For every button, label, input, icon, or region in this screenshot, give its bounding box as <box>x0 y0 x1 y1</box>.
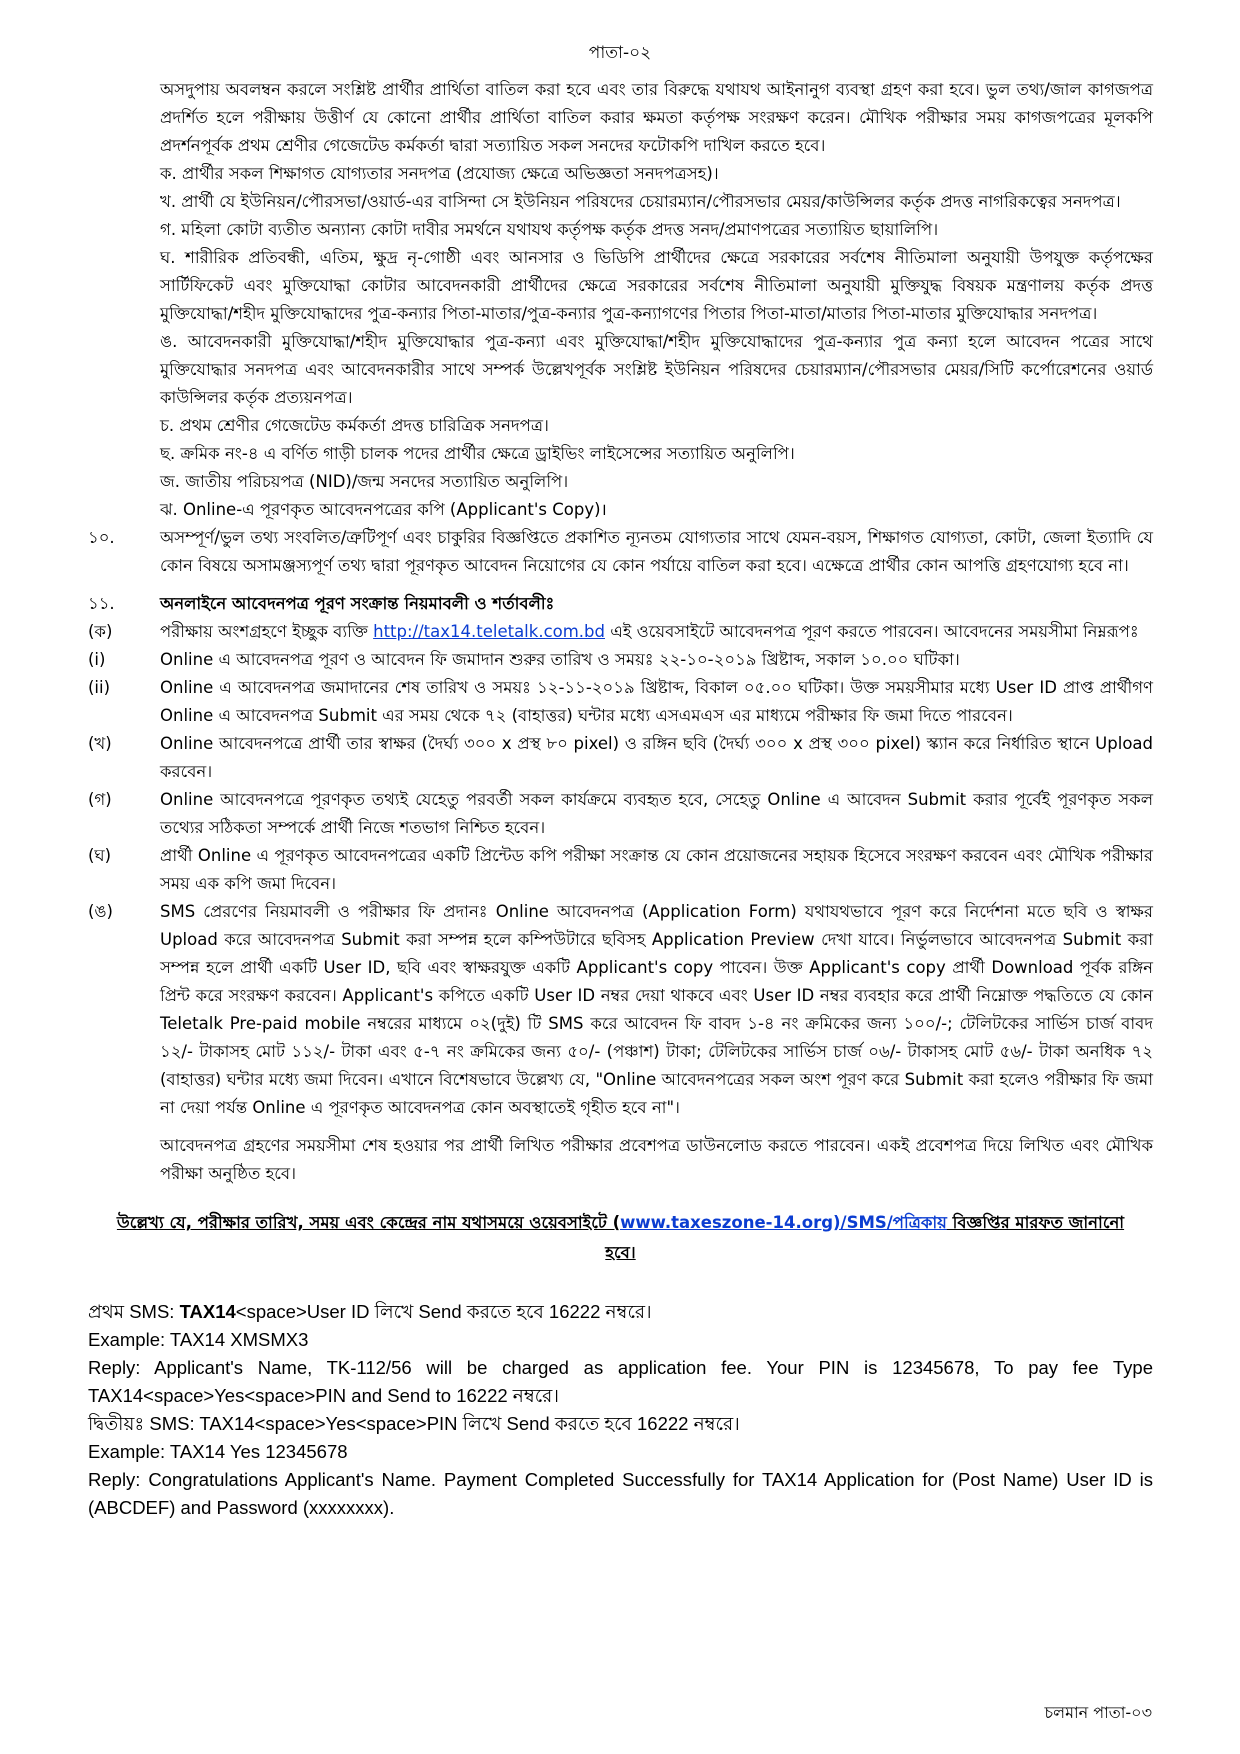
sub-clause-text: SMS প্রেরণের নিয়মাবলী ও পরীক্ষার ফি প্রদানঃ Online আবেদনপত্র (Application Form) যথাযথভাবে পূরণ করে নির্দেশনা মতে ছবি ও স্বাক্ষর Upload করে আবেদনপত্র Submit করা সম্পন্ন হলে কম্পিউটারে ছবিসহ Application Preview দেখা যাবে। নির্ভুলভাবে আবেদনপত্র Submit করা সম্পন্ন হলে প্রার্থী একটি User ID, ছবি এবং স্বাক্ষরযুক্ত একটি Applicant's copy পাবেন। উক্ত Applicant's copy প্রার্থী Download পূর্বক রঙ্গিন প্রিন্ট করে সংরক্ষণ করবেন। Applicant's কপিতে একটি User ID নম্বর দেয়া থাকবে এবং User ID নম্বর ব্যবহার করে প্রার্থী নিম্নোক্ত পদ্ধতিতে যে কোন Teletalk Pre-paid mobile নম্বরের মাধ্যমে ০২(দুই) টি SMS করে আবেদন ফি বাবদ ১-৪ নং ক্রমিকের জন্য ১০০/-; টেলিটকের সার্ভিস চার্জ বাবদ ১২/- টাকাসহ মোট ১১২/- টাকা এবং ৫-৭ নং ক্রমিকের জন্য ৫০/- (পঞ্চাশ) টাকা; টেলিটকের সার্ভিস চার্জ ০৬/- টাকাসহ মোট ৫৬/- টাকা অনধিক ৭২ (বাহাত্তর) ঘন্টার মধ্যে জমা দিবেন। এখানে বিশেষভাবে উল্লেখ্য যে, "Online আবেদনপত্রের সকল অংশ পূরণ করে Submit করা হলেও পরীক্ষার ফি জমা না দেয়া পর্যন্ত Online এ পূরণকৃত আবেদনপত্র কোন অবস্থাতেই গৃহীত হবে না"। <box>160 902 1153 1117</box>
continuation-footer: চলমান পাতা-০৩ <box>1044 1703 1152 1722</box>
sub-clause-ii <box>88 674 1153 730</box>
document-item-jha: ঝ. Online-এ পূরণকৃত আবেদনপত্রের কপি (Applicant's Copy)। <box>160 500 607 519</box>
sub-clause-text: প্রার্থী Online এ পূরণকৃত আবেদনপত্রের একটি প্রিন্টেড কপি পরীক্ষা সংক্রান্ত যে কোন প্রয়োজনের সহায়ক হিসেবে সংরক্ষণ করবেন এবং মৌখিক পরীক্ষার সময় এক কপি জমা দিবেন। <box>160 846 1153 893</box>
sms-second-instruction: দ্বিতীয়ঃ SMS: TAX14<space>Yes<space>PIN লিখে Send করতে হবে 16222 নম্বরে। <box>88 1413 740 1434</box>
sub-clause-text: Online আবেদনপত্রে প্রার্থী তার স্বাক্ষর (দৈর্ঘ্য ৩০০ x প্রস্থ ৮০ pixel) ও রঙ্গিন ছবি (দৈর্ঘ্য ৩০০ x প্রস্থ ৩০০ pixel) স্ক্যান করে নির্ধারিত স্থানে Upload করবেন। <box>160 734 1153 781</box>
document-item-ja: জ. জাতীয় পরিচয়পত্র (NID)/জন্ম সনদের সত্যায়িত অনুলিপি। <box>160 472 569 491</box>
clause-title: অনলাইনে আবেদনপত্র পূরণ সংক্রান্ত নিয়মাবলী ও শর্তাবলীঃ <box>160 594 555 613</box>
document-item-ga: গ. মহিলা কোটা ব্যতীত অন্যান্য কোটা দাবীর সমর্থনে যথাযথ কর্তৃপক্ষ কর্তৃক প্রদত্ত সনদ/প্রমাণপত্রের সত্যায়িত ছায়ালিপি। <box>160 220 939 239</box>
sub-clause-text-pre: পরীক্ষায় অংশগ্রহণে ইচ্ছুক ব্যক্তি <box>160 622 368 641</box>
sub-clause-i <box>88 646 1153 674</box>
notice-website-link[interactable]: www.taxeszone-14.org)/SMS/পত্রিকায় <box>620 1213 947 1232</box>
document-item-gha: ঘ. শারীরিক প্রতিবন্ধী, এতিম, ক্ষুদ্র নৃ-গোষ্ঠী এবং আনসার ও ভিডিপি প্রার্থীদের ক্ষেত্রে সরকারের সর্বশেষ নীতিমালা অনুযায়ী উপযুক্ত কর্তৃপক্ষের সার্টিফিকেট এবং মুক্তিযোদ্ধা কোটার আবেদনকারী প্রার্থীদের ক্ষেত্রে সরকারের সর্বশেষ নীতিমালা অনুযায়ী মুক্তিযুদ্ধ বিষয়ক মন্ত্রণালয় কর্তৃক প্রদত্ত মুক্তিযোদ্ধা/শহীদ মুক্তিযোদ্ধাদের পুত্র-কন্যার পিতা-মাতার/পুত্র-কন্যার পুত্র-কন্যাগণের পিতার পিতা-মাতা/মাতার পিতা-মাতার মুক্তিযোদ্ধার সনদপত্র। <box>160 248 1153 323</box>
document-body <box>88 76 1153 1522</box>
document-item-ka: ক. প্রার্থীর সকল শিক্ষাগত যোগ্যতার সনদপত্র (প্রযোজ্য ক্ষেত্রে অভিজ্ঞতা সনদপত্রসহ)। <box>160 164 719 183</box>
sub-clause-text-post: এই ওয়েবসাইটে আবেদনপত্র পূরণ করতে পারবেন। আবেদনের সময়সীমা নিম্নরূপঃ <box>610 622 1139 641</box>
sub-clause-number: (গ) <box>88 790 112 809</box>
document-item-umo: ঙ. আবেদনকারী মুক্তিযোদ্ধা/শহীদ মুক্তিযোদ্ধার পুত্র-কন্যা এবং মুক্তিযোদ্ধা/শহীদ মুক্তিযোদ্ধাদের পুত্র-কন্যার পুত্র কন্যা হলে আবেদন পত্রের সাথে মুক্তিযোদ্ধার সনদপত্র এবং আবেদনকারীর সাথে সম্পর্ক উল্লেখপূর্বক সংশ্লিষ্ট ইউনিয়ন পরিষদের চেয়ারম্যান/পৌরসভার মেয়র/সিটি কর্পোরেশনের ওয়ার্ড কাউন্সিলর কর্তৃক প্রত্যয়নপত্র। <box>160 332 1153 407</box>
sub-clause-ga <box>88 786 1153 842</box>
sms-instructions <box>88 1298 1153 1522</box>
sub-clause-text: Online এ আবেদনপত্র পূরণ ও আবেদন ফি জমাদান শুরুর তারিখ ও সময়ঃ ২২-১০-২০১৯ খ্রিষ্টাব্দ, সকাল ১০.০০ ঘটিকা। <box>160 650 960 669</box>
sms-example-1: Example: TAX14 XMSMX3 <box>88 1329 309 1350</box>
sms-first-pre: প্রথম SMS: <box>88 1301 180 1322</box>
sub-clause-text <box>160 618 1153 646</box>
document-item-cha: চ. প্রথম শ্রেণীর গেজেটেড কর্মকর্তা প্রদত্ত চারিত্রিক সনদপত্র। <box>160 416 549 435</box>
sms-example-2: Example: TAX14 Yes 12345678 <box>88 1441 348 1462</box>
sms-first-instruction <box>88 1298 1153 1326</box>
clause-11 <box>88 590 1153 618</box>
required-documents-list <box>88 160 1153 524</box>
sub-clause-kha <box>88 730 1153 786</box>
sub-clause-umo <box>88 898 1153 1122</box>
sub-clause-text: Online এ আবেদনপত্র জমাদানের শেষ তারিখ ও সময়ঃ ১২-১১-২০১৯ খ্রিষ্টাব্দ, বিকাল ০৫.০০ ঘটিকা। উক্ত সময়সীমার মধ্যে User ID প্রাপ্ত প্রার্থীগণ Online এ আবেদনপত্র Submit এর সময় থেকে ৭২ (বাহাত্তর) ঘন্টার মধ্যে এসএমএস এর মাধ্যমে পরীক্ষার ফি জমা দিতে পারবেন। <box>160 678 1153 725</box>
clause-number: ১১. <box>88 594 115 613</box>
page-number-header: পাতা-০২ <box>588 43 652 63</box>
clause-text: অসম্পূর্ণ/ভুল তথ্য সংবলিত/ত্রুটিপূর্ণ এবং চাকুরির বিজ্ঞপ্তিতে প্রকাশিত ন্যূনতম যোগ্যতার সাথে যেমন-বয়স, শিক্ষাগত যোগ্যতা, কোটা, জেলা ইত্যাদি যে কোন বিষয়ে অসামঞ্জস্যপূর্ণ তথ্য দ্বারা পূরণকৃত আবেদন নিয়োগের যে কোন পর্যায়ে বাতিল করা হবে। এক্ষেত্রে প্রার্থীর কোন আপত্তি গ্রহণযোগ্য হবে না। <box>160 528 1153 575</box>
sub-clause-number: (ii) <box>88 678 111 697</box>
notice-text-post: বিজ্ঞপ্তির মারফত জানানো হবে। <box>605 1213 1125 1262</box>
sms-first-keyword: TAX14 <box>179 1301 236 1322</box>
sub-clause-gha <box>88 842 1153 898</box>
exam-schedule-notice <box>88 1208 1153 1268</box>
clause-number: ১০. <box>88 528 115 547</box>
sub-clause-number: (ক) <box>88 622 113 641</box>
intro-paragraph: অসদুপায় অবলম্বন করলে সংশ্লিষ্ট প্রার্থীর প্রার্থিতা বাতিল করা হবে এবং তার বিরুদ্ধে যথাযথ আইনানুগ ব্যবস্থা গ্রহণ করা হবে। ভুল তথ্য/জাল কাগজপত্র প্রদর্শিত হলে পরীক্ষায় উত্তীর্ণ যে কোনো প্রার্থীর প্রার্থিতা বাতিল করার ক্ষমতা কর্তৃপক্ষ সংরক্ষণ করেন। মৌখিক পরীক্ষার সময় কাগজপত্রের মূলকপি প্রদর্শনপূর্বক প্রথম শ্রেণীর গেজেটেড কর্মকর্তা দ্বারা সত্যায়িত সকল সনদের ফটোকপি দাখিল করতে হবে। <box>160 80 1153 155</box>
sub-clause-number: (ঙ) <box>88 902 113 921</box>
application-website-link[interactable]: http://tax14.teletalk.com.bd <box>373 622 605 641</box>
sub-clause-ka <box>88 618 1153 646</box>
document-item-chha: ছ. ক্রমিক নং-৪ এ বর্ণিত গাড়ী চালক পদের প্রার্থীর ক্ষেত্রে ড্রাইভিং লাইসেন্সের সত্যায়িত অনুলিপি। <box>160 444 795 463</box>
sms-reply-2: Reply: Congratulations Applicant's Name. Payment Completed Successfully for TAX14 Application for (Post Name) User ID is (ABCDEF) and Password (xxxxxxxx). <box>88 1469 1153 1518</box>
sub-clause-text: Online আবেদনপত্রে পূরণকৃত তথ্যই যেহেতু পরবর্তী সকল কার্যক্রমে ব্যবহৃত হবে, সেহেতু Online এ আবেদন Submit করার পূর্বেই পূরণকৃত সকল তথ্যের সঠিকতা সম্পর্কে প্রার্থী নিজে শতভাগ নিশ্চিত হবেন। <box>160 790 1153 837</box>
document-item-kha: খ. প্রার্থী যে ইউনিয়ন/পৌরসভা/ওয়ার্ড-এর বাসিন্দা সে ইউনিয়ন পরিষদের চেয়ারম্যান/পৌরসভার মেয়র/কাউন্সিলর কর্তৃক প্রদত্ত নাগরিকত্বের সনদপত্র। <box>160 192 1121 211</box>
sub-clause-number: (ঘ) <box>88 846 112 865</box>
sub-clause-number: (i) <box>88 650 106 669</box>
admit-card-paragraph: আবেদনপত্র গ্রহণের সময়সীমা শেষ হওয়ার পর প্রার্থী লিখিত পরীক্ষার প্রবেশপত্র ডাউনলোড করতে পারবেন। একই প্রবেশপত্র দিয়ে লিখিত এবং মৌখিক পরীক্ষা অনুষ্ঠিত হবে। <box>160 1136 1153 1183</box>
sms-first-post: <space>User ID লিখে Send করতে হবে 16222 নম্বরে। <box>235 1301 652 1322</box>
notice-text-pre: উল্লেখ্য যে, পরীক্ষার তারিখ, সময় এবং কেন্দ্রের নাম যথাসময়ে ওয়েবসাইটে ( <box>116 1213 621 1232</box>
clause-10 <box>88 524 1153 580</box>
sub-clause-number: (খ) <box>88 734 112 753</box>
sms-reply-1: Reply: Applicant's Name, TK-112/56 will be charged as application fee. Your PIN is 12345678, To pay fee Type TAX14<space>Yes<space>PIN and Send to 16222 নম্বরে। <box>88 1357 1153 1406</box>
